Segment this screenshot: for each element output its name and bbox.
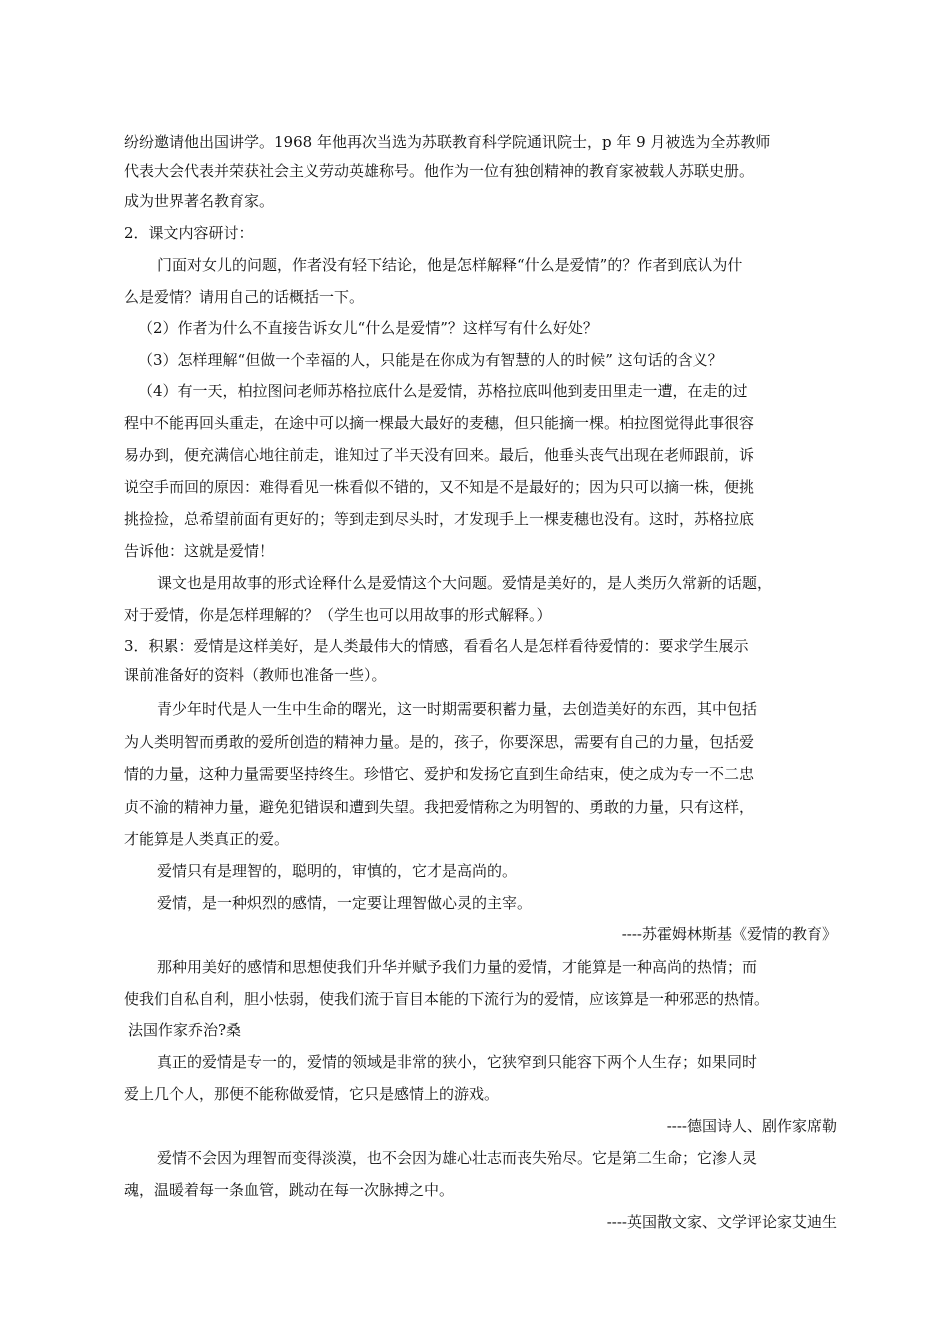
text-line: 情的力量，这种力量需要坚持终生。珍惜它、爱护和发扬它直到生命结束，使之成为专一不二忠: [124, 765, 755, 783]
quote-line: 魂，温暖着每一条血管，跳动在每一次脉搏之中。: [124, 1181, 455, 1199]
question-2: （2）作者为什么不直接告诉女儿“什么是爱情”？这样写有什么好处？: [138, 319, 598, 337]
section-heading: 3．积累：爱情是这样美好，是人类最伟大的情感，看看名人是怎样看待爱情的：要求学生展示: [124, 637, 749, 655]
quote-attribution: ----苏霍姆林斯基《爱情的教育》: [621, 925, 837, 943]
quote-line: 爱上几个人，那便不能称做爱情，它只是感情上的游戏。: [124, 1085, 500, 1103]
text-line: 青少年时代是人一生中生命的曙光，这一时期需要积蓄力量，去创造美好的东西，其中包括: [157, 700, 758, 718]
quote-line: 使我们自私自利，胆小怯弱，使我们流于盲目本能的下流行为的爱情，应该算是一种邪恶的热情。: [124, 990, 770, 1008]
text-line: 代表大会代表并荣获社会主义劳动英雄称号。他作为一位有独创精神的教育家被载人苏联史册。: [124, 162, 755, 180]
text-line: 么是爱情？请用自己的话概括一下。: [124, 288, 365, 306]
text-line: 门面对女儿的问题，作者没有轻下结论，他是怎样解释“什么是爱情”的？作者到底认为什: [157, 256, 743, 274]
text-line: 易办到，便充满信心地往前走，谁知过了半天没有回来。最后，他垂头丧气出现在老师跟前，诉: [124, 446, 755, 464]
text-line: 挑捡捡，总希望前面有更好的；等到走到尽头时，才发现手上一棵麦穗也没有。这时，苏格拉底: [124, 510, 755, 528]
quote-line: 爱情不会因为理智而变得淡漠，也不会因为雄心壮志而丧失殆尽。它是第二生命；它渗人灵: [157, 1149, 758, 1167]
section-heading: 2．课文内容研讨：: [124, 224, 254, 242]
text-line: 才能算是人类真正的爱。: [124, 830, 290, 848]
text-line: 程中不能再回头重走，在途中可以摘一棵最大最好的麦穗，但只能摘一棵。柏拉图觉得此事很容: [124, 414, 755, 432]
text-line: 课文也是用故事的形式诠释什么是爱情这个大问题。爱情是美好的，是人类历久常新的话题，: [157, 574, 773, 592]
quote-attribution: ----德国诗人、剧作家席勒: [666, 1117, 837, 1135]
text-line: 纷纷邀请他出国讲学。1968 年他再次当选为苏联教育科学院通讯院士，p 年 9 月被选为全苏教师: [124, 133, 771, 151]
text-line: 对于爱情，你是怎样理解的？（学生也可以用故事的形式解释。）: [124, 606, 552, 624]
quote-line: 爱情只有是理智的，聪明的，审慎的，它才是高尚的。: [157, 862, 518, 880]
text-line: 告诉他：这就是爱情！: [124, 542, 275, 560]
quote-attribution: ----英国散文家、文学评论家艾迪生: [606, 1213, 837, 1231]
text-line: 贞不渝的精神力量，避免犯错误和遭到失望。我把爱情称之为明智的、勇敢的力量，只有这样，: [124, 798, 755, 816]
quote-line: 爱情，是一种炽烈的感情，一定要让理智做心灵的主宰。: [157, 894, 533, 912]
text-line: 说空手而回的原因：难得看见一株看似不错的，又不知是不是最好的；因为只可以摘一株，便挑: [124, 478, 755, 496]
text-line: 为人类明智而勇敢的爱所创造的精神力量。是的，孩子，你要深思，需要有自己的力量，包括爱: [124, 733, 755, 751]
quote-attribution: 法国作家乔治?桑: [128, 1021, 242, 1039]
question-3: （3）怎样理解“但做一个幸福的人，只能是在你成为有智慧的人的时候” 这句话的含义？: [138, 351, 723, 369]
quote-line: 真正的爱情是专一的，爱情的领域是非常的狭小，它狭窄到只能容下两个人生存；如果同时: [157, 1053, 758, 1071]
quote-line: 那种用美好的感情和思想使我们升华并赋予我们力量的爱情，才能算是一种高尚的热情；而: [157, 958, 758, 976]
question-4: （4）有一天，柏拉图问老师苏格拉底什么是爱情，苏格拉底叫他到麦田里走一遭，在走的过: [138, 382, 748, 400]
text-line: 课前准备好的资料（教师也准备一些）。: [124, 666, 387, 684]
text-line: 成为世界著名教育家。: [124, 192, 275, 210]
